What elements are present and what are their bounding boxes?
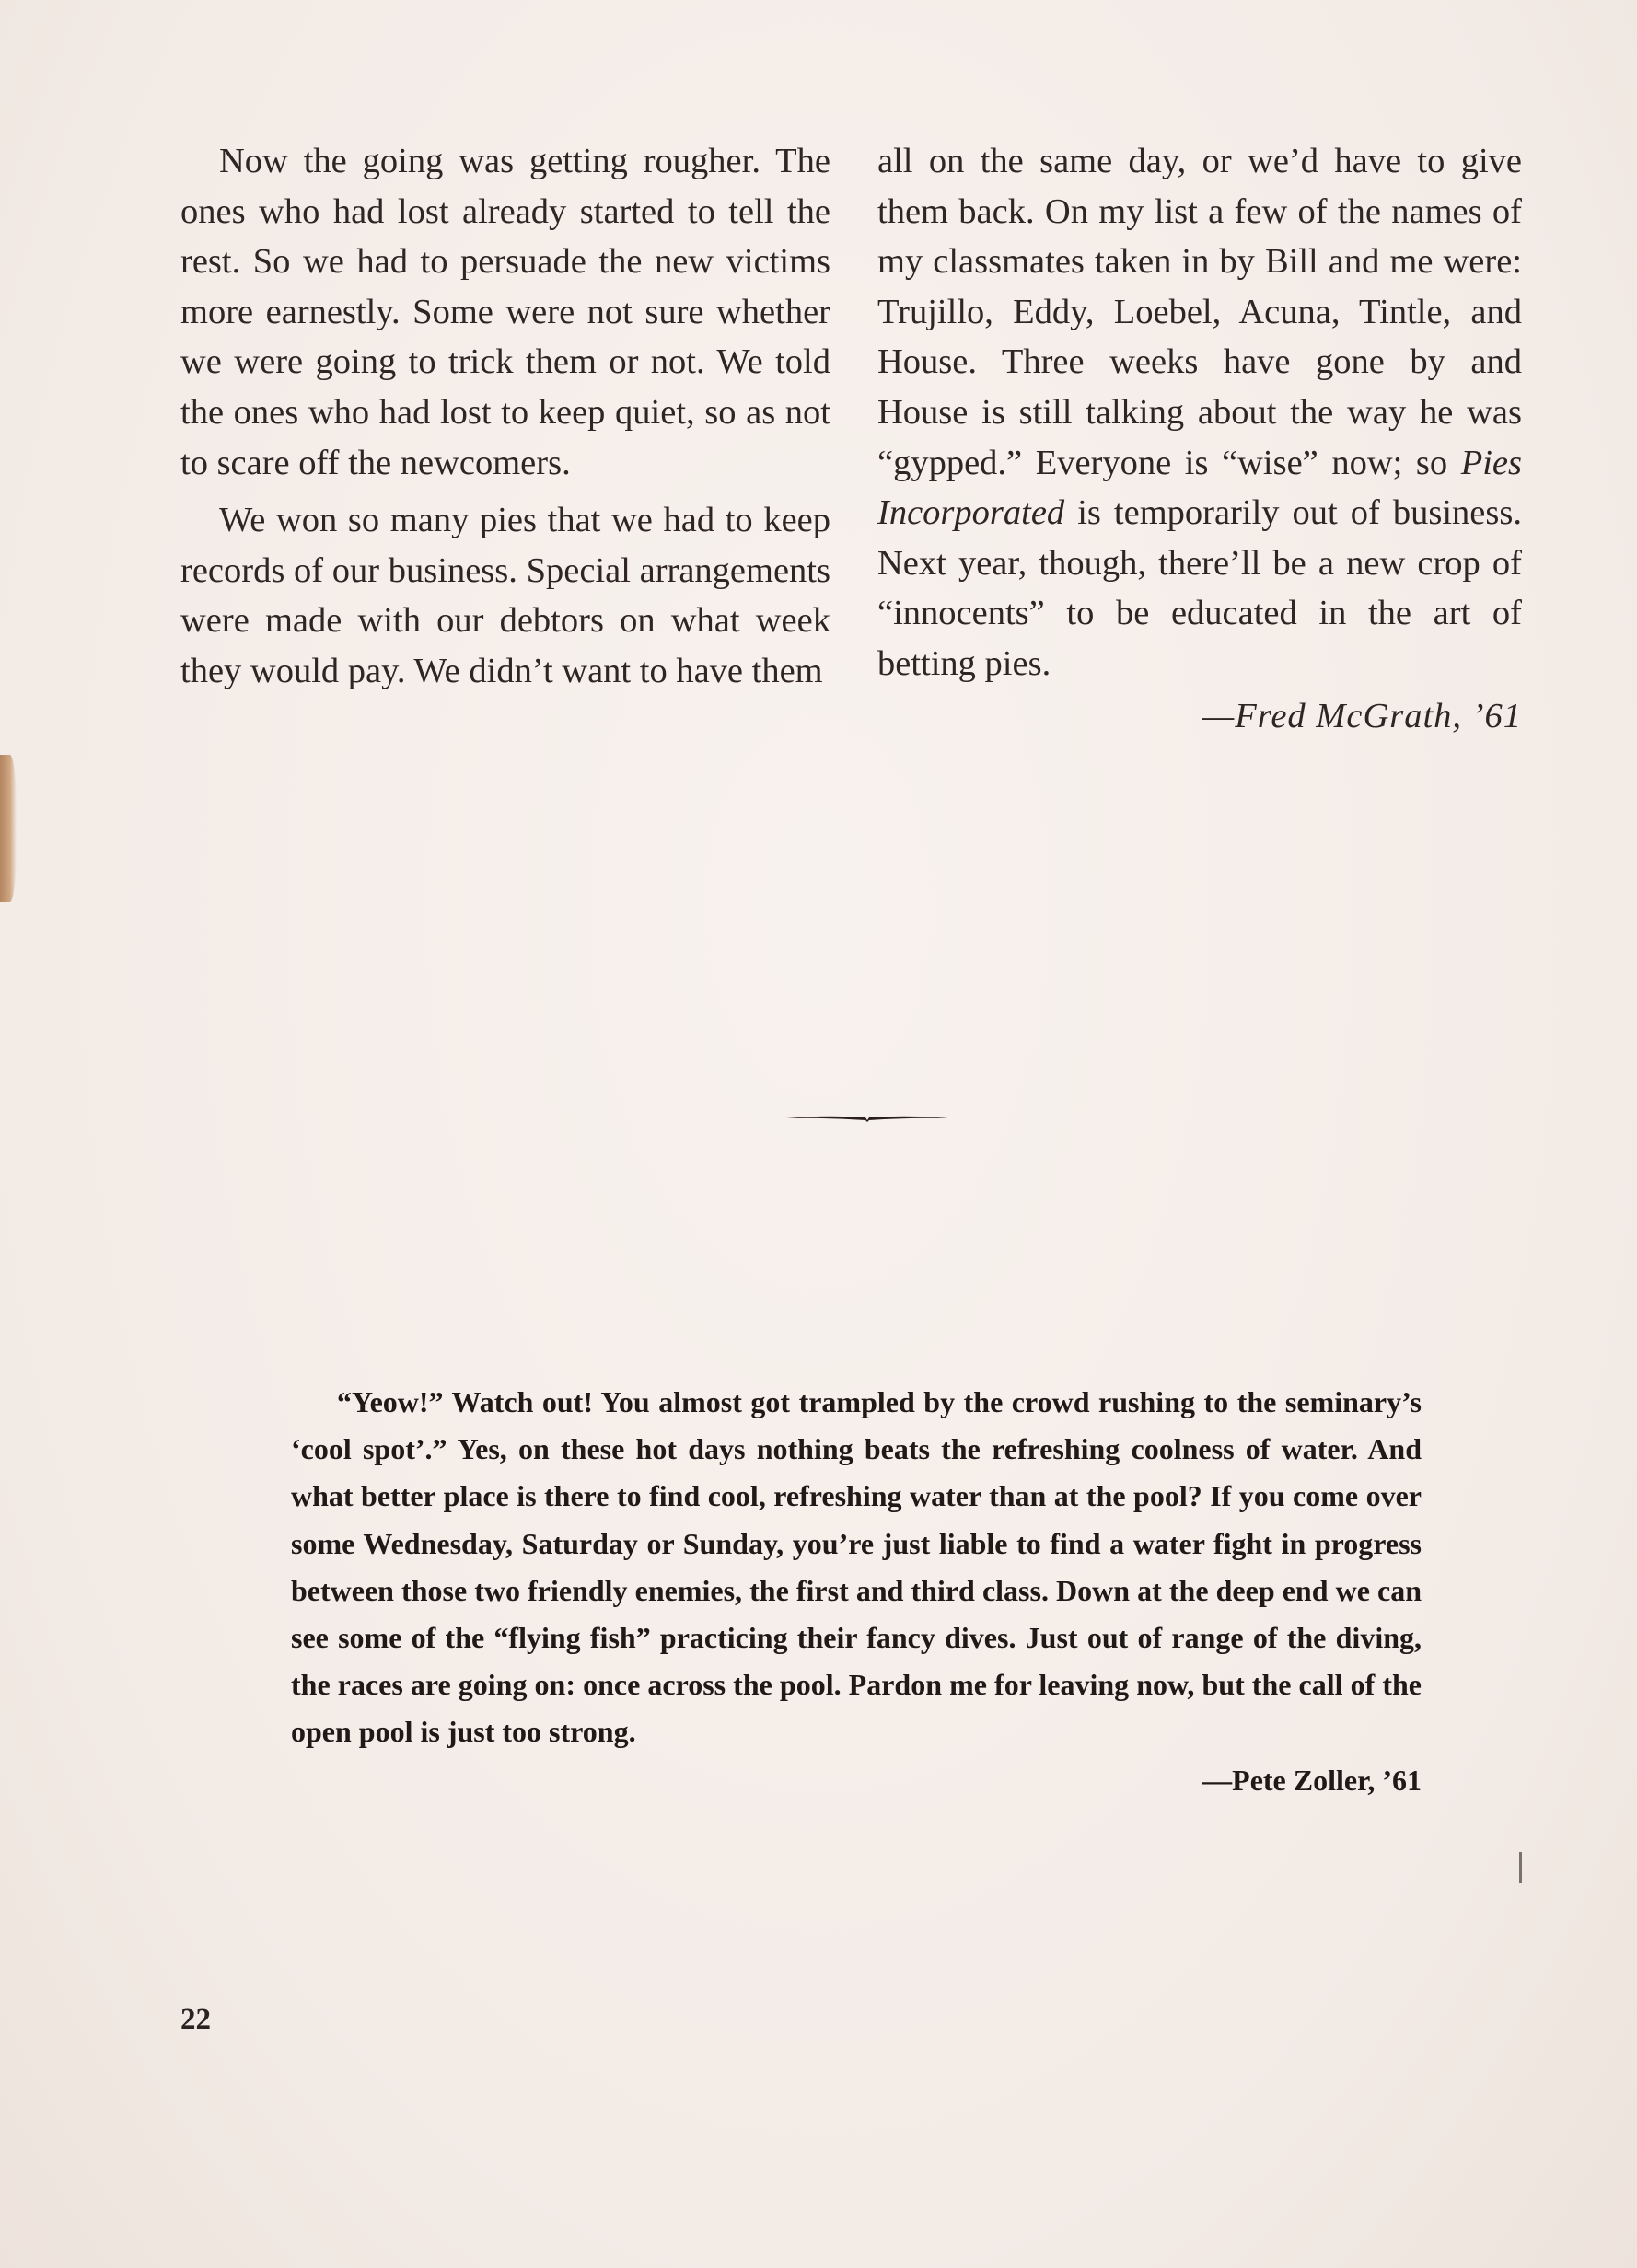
pies-incorporated-title: Pies Incorporated [877,443,1522,533]
story2 [291,1379,1422,1804]
story1-left-column [180,136,830,697]
story1-paragraph [877,136,1522,689]
page-number: 22 [180,2003,211,2036]
story1-paragraph: We won so many pies that we had to keep records of our business. Special arrangements were made with our debtors on what week they would pay. We didn’t want to have them [180,501,830,690]
margin-mark [1519,1852,1522,1883]
story1-signature: —Fred McGrath, ’61 [1202,696,1522,735]
story1-text: is temporarily out of business. Next year, though, there’ll be a new crop of “innocents” to be educated in the art of betting pies. [877,493,1522,683]
divider-ornament-icon [784,1109,950,1128]
story2-signature: —Pete Zoller, ’61 [1202,1763,1422,1797]
paper-stain [0,755,17,902]
story1-paragraph: Now the going was getting rougher. The ones who had lost already started to tell the rest. So we had to persuade the new victims more earnestly. Some were not sure whether we were going to trick them or not. We told the ones who had lost to keep quiet, so as not to scare off the newcomers. [180,142,830,482]
story1-right-column [877,136,1522,741]
story2-paragraph: “Yeow!” Watch out! You almost got trampled by the crowd rushing to the seminary’s ‘cool spot’.” Yes, on these hot days nothing beats the refreshing coolness of water. And what better place is there to find cool, refreshing water than at the pool? If you come over some Wednesday, Saturday or Sunday, you’re just liable to find a water fight in progress between those two friendly enemies, the first and third class. Down at the deep end we can see some of the “flying fish” practicing their fancy dives. Just out of range of the diving, the races are going on: once across the pool. Pardon me for leaving now, but the call of the open pool is just too strong. [291,1385,1422,1749]
story1-text: all on the same day, or we’d have to give them back. On my list a few of the names of my classmates taken in by Bill and me were: Trujillo, Eddy, Loebel, Acuna, Tintle, and House. Three weeks have gone by and House is still talking about the way he was “gypped.” Everyone is “wise” now; so [877,142,1522,482]
